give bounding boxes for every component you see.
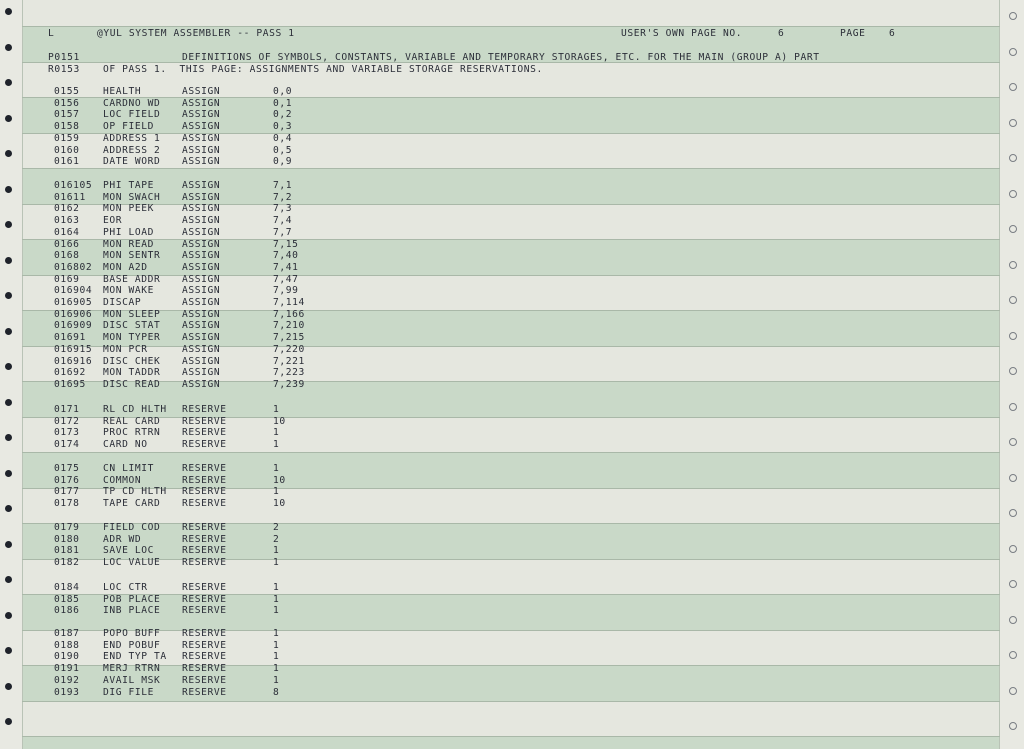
operand-value: 0,1 <box>273 97 293 109</box>
sprocket-hole <box>1009 687 1017 695</box>
opcode: RESERVE <box>182 486 227 498</box>
sprocket-hole <box>5 115 12 122</box>
paper-rule-line <box>22 488 1000 489</box>
operand-value: 7,15 <box>273 238 299 250</box>
sprocket-hole <box>5 576 12 583</box>
sprocket-hole <box>1009 154 1017 162</box>
opcode: ASSIGN <box>182 332 221 344</box>
operand-value: 7,41 <box>273 261 299 273</box>
symbol-name: END POBUF <box>103 639 161 651</box>
sequence-number: 016105 <box>54 180 93 191</box>
sequence-number: 0179 <box>54 522 80 533</box>
symbol-name: PROC RTRN <box>103 427 161 439</box>
sprocket-hole <box>1009 12 1017 20</box>
symbol-name: ADDRESS 1 <box>103 132 161 144</box>
opcode: ASSIGN <box>182 378 221 390</box>
opcode: ASSIGN <box>182 355 221 367</box>
operand-value: 1 <box>273 439 280 451</box>
opcode: ASSIGN <box>182 297 221 308</box>
sprocket-hole <box>1009 616 1017 624</box>
opcode: RESERVE <box>182 474 227 486</box>
operand-value: 7,47 <box>273 273 299 285</box>
opcode: RESERVE <box>182 557 227 569</box>
symbol-name: DISC CHEK <box>103 355 161 367</box>
symbol-name: AVAIL MSK <box>103 674 161 686</box>
operand-value: 7,2 <box>273 191 293 203</box>
sequence-number: 0187 <box>54 628 80 639</box>
sprocket-hole <box>5 434 12 441</box>
sprocket-hole <box>5 8 12 15</box>
paper-rule-line <box>22 26 1000 27</box>
operand-value: 1 <box>273 593 280 605</box>
opcode: ASSIGN <box>182 156 221 168</box>
opcode: RESERVE <box>182 674 227 686</box>
symbol-name: REAL CARD <box>103 415 161 427</box>
symbol-name: ADR WD <box>103 533 142 545</box>
sequence-number: 0188 <box>54 639 80 651</box>
sequence-number: 0177 <box>54 486 80 498</box>
sequence-number: 0157 <box>54 109 80 121</box>
sprocket-hole <box>5 221 12 228</box>
symbol-name: EOR <box>103 215 123 227</box>
symbol-name: MON PCR <box>103 343 148 355</box>
symbol-name: SAVE LOC <box>103 545 155 557</box>
intro-line <box>0 52 820 64</box>
symbol-name: MON TYPER <box>103 332 161 344</box>
opcode: RESERVE <box>182 582 227 593</box>
operand-value: 8 <box>273 686 280 698</box>
operand-value: 7,210 <box>273 320 305 332</box>
sprocket-hole <box>1009 367 1017 375</box>
sequence-number: 01691 <box>54 332 86 344</box>
symbol-name: MON SWACH <box>103 191 161 203</box>
opcode: RESERVE <box>182 663 227 675</box>
opcode: ASSIGN <box>182 273 221 285</box>
sequence-number: 0178 <box>54 498 80 510</box>
sequence-number: 0166 <box>54 238 80 250</box>
sprocket-hole <box>5 470 12 477</box>
sprocket-hole <box>5 718 12 725</box>
sprocket-hole <box>1009 545 1017 553</box>
paper-rule-line <box>22 736 1000 737</box>
paper-rule-line <box>22 346 1000 347</box>
opcode: RESERVE <box>182 545 227 557</box>
symbol-name: MON PEEK <box>103 203 155 215</box>
opcode: RESERVE <box>182 639 227 651</box>
opcode: ASSIGN <box>182 226 221 238</box>
symbol-name: MON TADDR <box>103 367 161 379</box>
sequence-number: 0164 <box>54 226 80 238</box>
operand-value: 1 <box>273 651 280 663</box>
operand-value: 1 <box>273 628 280 639</box>
symbol-name: CARDNO WD <box>103 97 161 109</box>
right-tractor-margin <box>999 0 1024 749</box>
paper-rule-line <box>22 665 1000 666</box>
paper-rule-line <box>22 594 1000 595</box>
sequence-number: 0171 <box>54 404 80 415</box>
operand-value: 7,114 <box>273 297 305 308</box>
users-page-number: 6 <box>778 28 785 39</box>
opcode: ASSIGN <box>182 238 221 250</box>
sequence-number: 0159 <box>54 132 80 144</box>
operand-value: 7,99 <box>273 285 299 297</box>
opcode: ASSIGN <box>182 97 221 109</box>
sequence-number: 0174 <box>54 439 80 451</box>
sprocket-hole <box>1009 296 1017 304</box>
opcode: RESERVE <box>182 593 227 605</box>
operand-value: 0,5 <box>273 144 293 156</box>
sequence-number: 0180 <box>54 533 80 545</box>
sprocket-hole <box>1009 509 1017 517</box>
symbol-name: END TYP TA <box>103 651 167 663</box>
page-number: 6 <box>889 28 896 39</box>
symbol-name: CARD NO <box>103 439 148 451</box>
sequence-number: 0182 <box>54 557 80 569</box>
sequence-number: 01692 <box>54 367 86 379</box>
sequence-number: 0193 <box>54 686 80 698</box>
users-page-label: USER'S OWN PAGE NO. <box>621 28 743 39</box>
opcode: ASSIGN <box>182 180 221 191</box>
symbol-name: PHI TAPE <box>103 180 155 191</box>
operand-value: 7,221 <box>273 355 305 367</box>
paper-rule-line <box>22 701 1000 702</box>
symbol-name: DATE WORD <box>103 156 161 168</box>
opcode: RESERVE <box>182 498 227 510</box>
opcode: RESERVE <box>182 522 227 533</box>
symbol-name: CN LIMIT <box>103 463 155 474</box>
paper-rule-line <box>22 559 1000 560</box>
paper-rule-line <box>22 523 1000 524</box>
symbol-name: BASE ADDR <box>103 273 161 285</box>
paper-rule-line <box>22 381 1000 382</box>
sequence-number: 016906 <box>54 308 93 320</box>
operand-value: 7,166 <box>273 308 305 320</box>
paper-rule-line <box>22 97 1000 98</box>
symbol-name: DISC STAT <box>103 320 161 332</box>
operand-value: 7,220 <box>273 343 305 355</box>
symbol-name: RL CD HLTH <box>103 404 167 415</box>
paper-rule-line <box>22 133 1000 134</box>
symbol-name: ADDRESS 2 <box>103 144 161 156</box>
operand-value: 0,3 <box>273 121 293 133</box>
sequence-number: 0186 <box>54 605 80 617</box>
symbol-name: MERJ RTRN <box>103 663 161 675</box>
operand-value: 1 <box>273 404 280 415</box>
operand-value: 1 <box>273 674 280 686</box>
operand-value: 0,0 <box>273 86 293 97</box>
opcode: ASSIGN <box>182 308 221 320</box>
operand-value: 2 <box>273 522 280 533</box>
sequence-number: 0185 <box>54 593 80 605</box>
operand-value: 1 <box>273 582 280 593</box>
symbol-name: POB PLACE <box>103 593 161 605</box>
sprocket-hole <box>1009 261 1017 269</box>
intro-line <box>0 64 543 76</box>
sprocket-hole <box>5 683 12 690</box>
operand-value: 1 <box>273 663 280 675</box>
operand-value: 0,4 <box>273 132 293 144</box>
operand-value: 10 <box>273 498 286 510</box>
sprocket-hole <box>5 186 12 193</box>
operand-value: 7,239 <box>273 378 305 390</box>
paper-rule-line <box>22 204 1000 205</box>
operand-value: 7,40 <box>273 250 299 262</box>
symbol-name: POPO BUFF <box>103 628 161 639</box>
symbol-name: MON READ <box>103 238 155 250</box>
sprocket-hole <box>1009 83 1017 91</box>
sprocket-hole <box>5 150 12 157</box>
sequence-number: 0161 <box>54 156 80 168</box>
sprocket-hole <box>5 399 12 406</box>
sequence-number: 016904 <box>54 285 93 297</box>
sequence-number: 0191 <box>54 663 80 675</box>
symbol-name: OP FIELD <box>103 121 155 133</box>
operand-value: 1 <box>273 486 280 498</box>
opcode: RESERVE <box>182 533 227 545</box>
sequence-number: 016909 <box>54 320 93 332</box>
sequence-number: 01695 <box>54 378 86 390</box>
sequence-number: 0162 <box>54 203 80 215</box>
operand-value: 1 <box>273 605 280 617</box>
sequence-number: 0176 <box>54 474 80 486</box>
operand-value: 7,223 <box>273 367 305 379</box>
sequence-number: R0153 <box>48 64 80 75</box>
sprocket-hole <box>5 363 12 370</box>
sequence-number: 0163 <box>54 215 80 227</box>
opcode: ASSIGN <box>182 250 221 262</box>
sprocket-hole <box>1009 580 1017 588</box>
operand-value: 7,215 <box>273 332 305 344</box>
symbol-name: TP CD HLTH <box>103 486 167 498</box>
opcode: ASSIGN <box>182 144 221 156</box>
opcode: ASSIGN <box>182 215 221 227</box>
sequence-number: 0190 <box>54 651 80 663</box>
sequence-number: 0181 <box>54 545 80 557</box>
sprocket-hole <box>1009 403 1017 411</box>
sequence-number: 0184 <box>54 582 80 593</box>
operand-value: 0,9 <box>273 156 293 168</box>
operand-value: 0,2 <box>273 109 293 121</box>
opcode: ASSIGN <box>182 285 221 297</box>
symbol-name: DISC READ <box>103 378 161 390</box>
sequence-number: 0192 <box>54 674 80 686</box>
symbol-name: DISCAP <box>103 297 142 308</box>
symbol-name: MON WAKE <box>103 285 155 297</box>
opcode: ASSIGN <box>182 191 221 203</box>
sprocket-hole <box>1009 190 1017 198</box>
sequence-number: 0175 <box>54 463 80 474</box>
page-label: PAGE <box>840 28 866 39</box>
sprocket-hole <box>1009 651 1017 659</box>
symbol-name: COMMON <box>103 474 142 486</box>
operand-value: 1 <box>273 639 280 651</box>
symbol-name: TAPE CARD <box>103 498 161 510</box>
listing-title: @YUL SYSTEM ASSEMBLER -- PASS 1 <box>97 28 295 39</box>
sprocket-hole <box>1009 48 1017 56</box>
operand-value: 7,1 <box>273 180 293 191</box>
opcode: RESERVE <box>182 439 227 451</box>
opcode: RESERVE <box>182 463 227 474</box>
paper-rule-line <box>22 275 1000 276</box>
opcode: RESERVE <box>182 605 227 617</box>
operand-value: 1 <box>273 557 280 569</box>
sequence-number: P0151 <box>48 52 80 63</box>
sprocket-hole <box>5 292 12 299</box>
sprocket-hole <box>5 647 12 654</box>
sprocket-hole <box>1009 722 1017 730</box>
sequence-number: 0169 <box>54 273 80 285</box>
symbol-name: LOC FIELD <box>103 109 161 121</box>
symbol-name: LOC CTR <box>103 582 148 593</box>
opcode: ASSIGN <box>182 320 221 332</box>
sprocket-hole <box>5 541 12 548</box>
left-tractor-margin <box>0 0 23 749</box>
symbol-name: LOC VALUE <box>103 557 161 569</box>
symbol-name: FIELD COD <box>103 522 161 533</box>
sequence-number: 016916 <box>54 355 93 367</box>
remark-text: DEFINITIONS OF SYMBOLS, CONSTANTS, VARIABLE AND TEMPORARY STORAGES, ETC. FOR THE MAIN (GROUP A) PART <box>182 52 820 63</box>
opcode: ASSIGN <box>182 367 221 379</box>
opcode: ASSIGN <box>182 109 221 121</box>
opcode: ASSIGN <box>182 121 221 133</box>
symbol-name: MON A2D <box>103 261 148 273</box>
sprocket-hole <box>1009 332 1017 340</box>
sprocket-hole <box>5 505 12 512</box>
sprocket-hole <box>1009 119 1017 127</box>
paper-rule-line <box>22 168 1000 169</box>
operand-value: 10 <box>273 474 286 486</box>
sequence-number: 016915 <box>54 343 93 355</box>
sequence-number: 01611 <box>54 191 86 203</box>
operand-value: 1 <box>273 427 280 439</box>
sprocket-hole <box>5 328 12 335</box>
opcode: RESERVE <box>182 404 227 415</box>
symbol-name: DIG FILE <box>103 686 155 698</box>
paper-rule-line <box>22 310 1000 311</box>
symbol-name: MON SLEEP <box>103 308 161 320</box>
operand-value: 1 <box>273 463 280 474</box>
symbol-name: HEALTH <box>103 86 142 97</box>
opcode: ASSIGN <box>182 261 221 273</box>
paper-rule-line <box>22 630 1000 631</box>
opcode: RESERVE <box>182 427 227 439</box>
operand-value: 7,3 <box>273 203 293 215</box>
operand-value: 10 <box>273 415 286 427</box>
symbol-name: INB PLACE <box>103 605 161 617</box>
symbol-name: PHI LOAD <box>103 226 155 238</box>
operand-value: 1 <box>273 545 280 557</box>
sequence-number: 0156 <box>54 97 80 109</box>
paper-rule-line <box>22 452 1000 453</box>
opcode: ASSIGN <box>182 343 221 355</box>
operand-value: 7,7 <box>273 226 293 238</box>
sequence-number: 0155 <box>54 86 80 97</box>
symbol-name: MON SENTR <box>103 250 161 262</box>
sequence-number: 0168 <box>54 250 80 262</box>
opcode: RESERVE <box>182 686 227 698</box>
sprocket-hole <box>1009 225 1017 233</box>
sequence-number: 0172 <box>54 415 80 427</box>
sequence-number: 0160 <box>54 144 80 156</box>
sprocket-hole <box>5 612 12 619</box>
opcode: RESERVE <box>182 628 227 639</box>
paper-rule-line <box>22 417 1000 418</box>
remark-text: OF PASS 1. THIS PAGE: ASSIGNMENTS AND VARIABLE STORAGE RESERVATIONS. <box>103 64 543 75</box>
sequence-number: 0158 <box>54 121 80 133</box>
operand-value: 2 <box>273 533 280 545</box>
sequence-number: 016905 <box>54 297 93 308</box>
opcode: RESERVE <box>182 651 227 663</box>
sequence-number: 0173 <box>54 427 80 439</box>
opcode: ASSIGN <box>182 203 221 215</box>
opcode: ASSIGN <box>182 86 221 97</box>
sprocket-hole <box>1009 474 1017 482</box>
sprocket-hole <box>5 257 12 264</box>
paper-rule-line <box>22 239 1000 240</box>
sprocket-hole <box>5 44 12 51</box>
sprocket-hole <box>1009 438 1017 446</box>
sequence-number: 016802 <box>54 261 93 273</box>
listing-flag: L <box>48 28 55 39</box>
opcode: RESERVE <box>182 415 227 427</box>
opcode: ASSIGN <box>182 132 221 144</box>
operand-value: 7,4 <box>273 215 293 227</box>
